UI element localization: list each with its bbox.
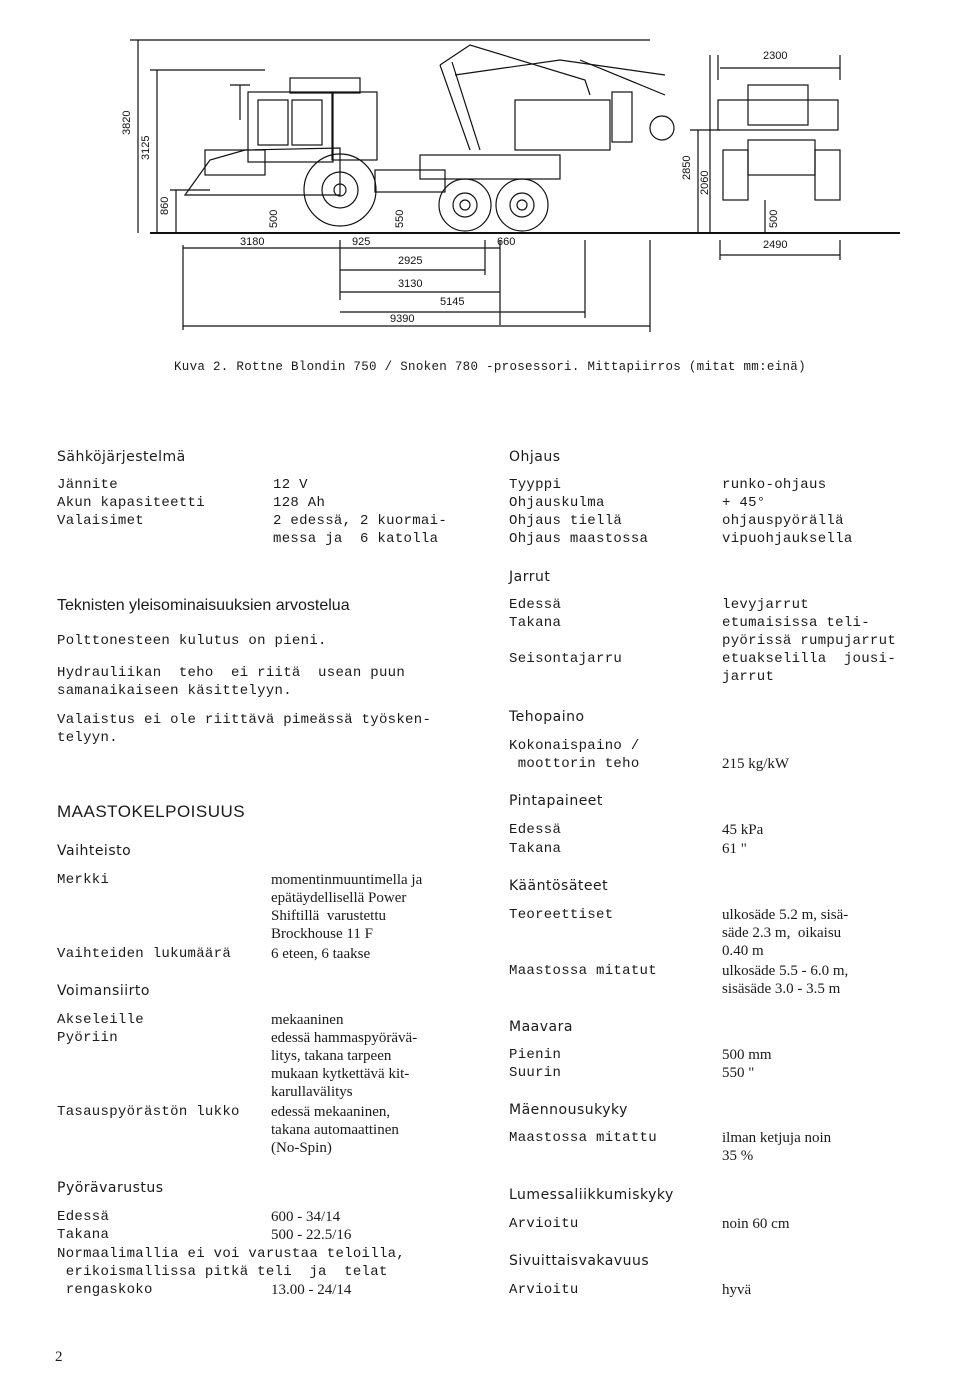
figure-caption: Kuva 2. Rottne Blondin 750 / Snoken 780 -prosessori. Mittapiirros (mitat mm:einä) xyxy=(174,360,806,374)
climbing-label: Maastossa mitattu xyxy=(509,1130,657,1146)
electrical-label-lights: Valaisimet xyxy=(57,513,145,529)
turning-value-measured: ulkosäde 5.5 - 6.0 m, sisäsäde 3.0 - 3.5 m xyxy=(722,963,849,997)
snow-heading: Lumessaliikkumiskyky xyxy=(509,1187,674,1203)
stability-heading: Sivuittaisvakavuus xyxy=(509,1253,650,1269)
ground-pressure-label-front: Edessä xyxy=(509,822,562,838)
turning-label-theoretical: Teoreettiset xyxy=(509,907,614,923)
brakes-heading: Jarrut xyxy=(509,569,551,585)
gearbox-heading: Vaihteisto xyxy=(57,843,132,859)
transmission-label-difflock: Tasauspyörästön lukko xyxy=(57,1104,240,1120)
ground-pressure-label-rear: Takana xyxy=(509,841,562,857)
dim-2925: 2925 xyxy=(398,255,423,267)
clearance-heading: Maavara xyxy=(509,1019,573,1035)
dim-3180: 3180 xyxy=(240,236,265,248)
page-number: 2 xyxy=(55,1349,63,1365)
electrical-value-voltage: 12 V xyxy=(273,477,308,493)
power-ratio-heading: Tehopaino xyxy=(509,709,585,725)
technical-drawing xyxy=(0,0,960,345)
dim-925: 925 xyxy=(352,236,371,248)
dim-860: 860 xyxy=(159,196,171,215)
dim-660: 660 xyxy=(497,236,516,248)
electrical-heading: Sähköjärjestelmä xyxy=(57,449,186,465)
evaluation-heading: Teknisten yleisominaisuuksien arvostelua xyxy=(57,597,350,614)
evaluation-paragraph-3: Valaistus ei ole riittävä pimeässä työsken- telyyn. xyxy=(57,712,432,746)
wheels-value-rear: 500 - 22.5/16 xyxy=(271,1227,352,1243)
gearbox-value-brand: momentinmuuntimella ja epätäydellisellä Power Shiftillä varustettu Brockhouse 11 F xyxy=(271,872,423,942)
dim-2850: 2850 xyxy=(681,155,693,180)
turning-value-theoretical: ulkosäde 5.2 m, sisä- säde 2.3 m, oikaisu 0.40 m xyxy=(722,907,849,959)
ground-pressure-heading: Pintapaineet xyxy=(509,793,603,809)
power-ratio-value: 215 kg/kW xyxy=(722,756,790,772)
dim-500-side: 500 xyxy=(268,209,280,228)
electrical-label-voltage: Jännite xyxy=(57,477,118,493)
gearbox-value-count: 6 eteen, 6 taakse xyxy=(271,946,371,962)
dim-3125: 3125 xyxy=(140,135,152,160)
wheels-label-rear: Takana xyxy=(57,1227,110,1243)
steering-value-terrain: vipuohjauksella xyxy=(722,531,853,547)
wheels-note: Normaalimallia ei voi varustaa teloilla, erikoismallissa pitkä teli ja telat rengaskoko xyxy=(57,1246,406,1298)
clearance-label-min: Pienin xyxy=(509,1047,562,1063)
ground-pressure-value-front: 45 kPa xyxy=(722,822,764,838)
gearbox-label-count: Vaihteiden lukumäärä xyxy=(57,946,232,962)
climbing-value: ilman ketjuja noin 35 % xyxy=(722,1130,832,1164)
steering-label-angle: Ohjauskulma xyxy=(509,495,605,511)
dim-500-front: 500 xyxy=(768,209,780,228)
snow-label: Arvioitu xyxy=(509,1216,579,1232)
ground-pressure-value-rear: 61 " xyxy=(722,841,747,857)
transmission-heading: Voimansiirto xyxy=(57,983,150,999)
transmission-value-axles: mekaaninen xyxy=(271,1012,344,1028)
clearance-value-min: 500 mm xyxy=(722,1047,772,1063)
stability-label: Arvioitu xyxy=(509,1282,579,1298)
transmission-value-difflock: edessä mekaaninen, takana automaattinen (No-Spin) xyxy=(271,1104,399,1156)
clearance-value-max: 550 " xyxy=(722,1065,755,1081)
wheels-heading: Pyörävarustus xyxy=(57,1180,164,1196)
steering-label-terrain: Ohjaus maastossa xyxy=(509,531,649,547)
evaluation-paragraph-2: Hydrauliikan teho ei riitä usean puun samanaikaiseen käsittelyyn. xyxy=(57,665,406,699)
transmission-label-axles: Akseleille xyxy=(57,1012,145,1028)
transmission-label-wheels: Pyöriin xyxy=(57,1030,118,1046)
clearance-label-max: Suurin xyxy=(509,1065,562,1081)
brakes-labels: Edessä Takana Seisontajarru xyxy=(509,597,623,667)
dim-2490: 2490 xyxy=(763,239,788,251)
electrical-label-battery: Akun kapasiteetti xyxy=(57,495,205,511)
gearbox-label-brand: Merkki xyxy=(57,872,110,888)
terrain-heading: MAASTOKELPOISUUS xyxy=(57,802,246,821)
dim-550: 550 xyxy=(394,209,406,228)
dim-5145: 5145 xyxy=(440,296,465,308)
wheels-note-value: 13.00 - 24/14 xyxy=(271,1282,352,1298)
power-ratio-label: Kokonaispaino / moottorin teho xyxy=(509,738,640,772)
electrical-value-battery: 128 Ah xyxy=(273,495,326,511)
dim-9390: 9390 xyxy=(390,313,415,325)
turning-label-measured: Maastossa mitatut xyxy=(509,963,657,979)
steering-value-road: ohjauspyörällä xyxy=(722,513,844,529)
brakes-values: levyjarrut etumaisissa teli- pyörissä rumpujarrut etuakselilla jousi- jarrut xyxy=(722,597,897,685)
snow-value: noin 60 cm xyxy=(722,1216,790,1232)
steering-value-type: runko-ohjaus xyxy=(722,477,827,493)
steering-value-angle: + 45° xyxy=(722,495,766,511)
climbing-heading: Mäennousukyky xyxy=(509,1102,628,1118)
transmission-value-wheels: edessä hammaspyörävä- litys, takana tarpeen mukaan kytkettävä kit- karullavälitys xyxy=(271,1030,418,1100)
dim-2060: 2060 xyxy=(699,170,711,195)
wheels-label-front: Edessä xyxy=(57,1209,110,1225)
steering-label-type: Tyyppi xyxy=(509,477,562,493)
turning-heading: Kääntösäteet xyxy=(509,878,609,894)
steering-label-road: Ohjaus tiellä xyxy=(509,513,623,529)
wheels-value-front: 600 - 34/14 xyxy=(271,1209,341,1225)
stability-value: hyvä xyxy=(722,1282,752,1298)
steering-heading: Ohjaus xyxy=(509,449,561,465)
dim-3130: 3130 xyxy=(398,278,423,290)
electrical-value-lights: 2 edessä, 2 kuormai- messa ja 6 katolla xyxy=(273,513,448,547)
dim-3820: 3820 xyxy=(121,110,133,135)
dim-2300: 2300 xyxy=(763,50,788,62)
evaluation-paragraph-1: Polttonesteen kulutus on pieni. xyxy=(57,633,327,649)
